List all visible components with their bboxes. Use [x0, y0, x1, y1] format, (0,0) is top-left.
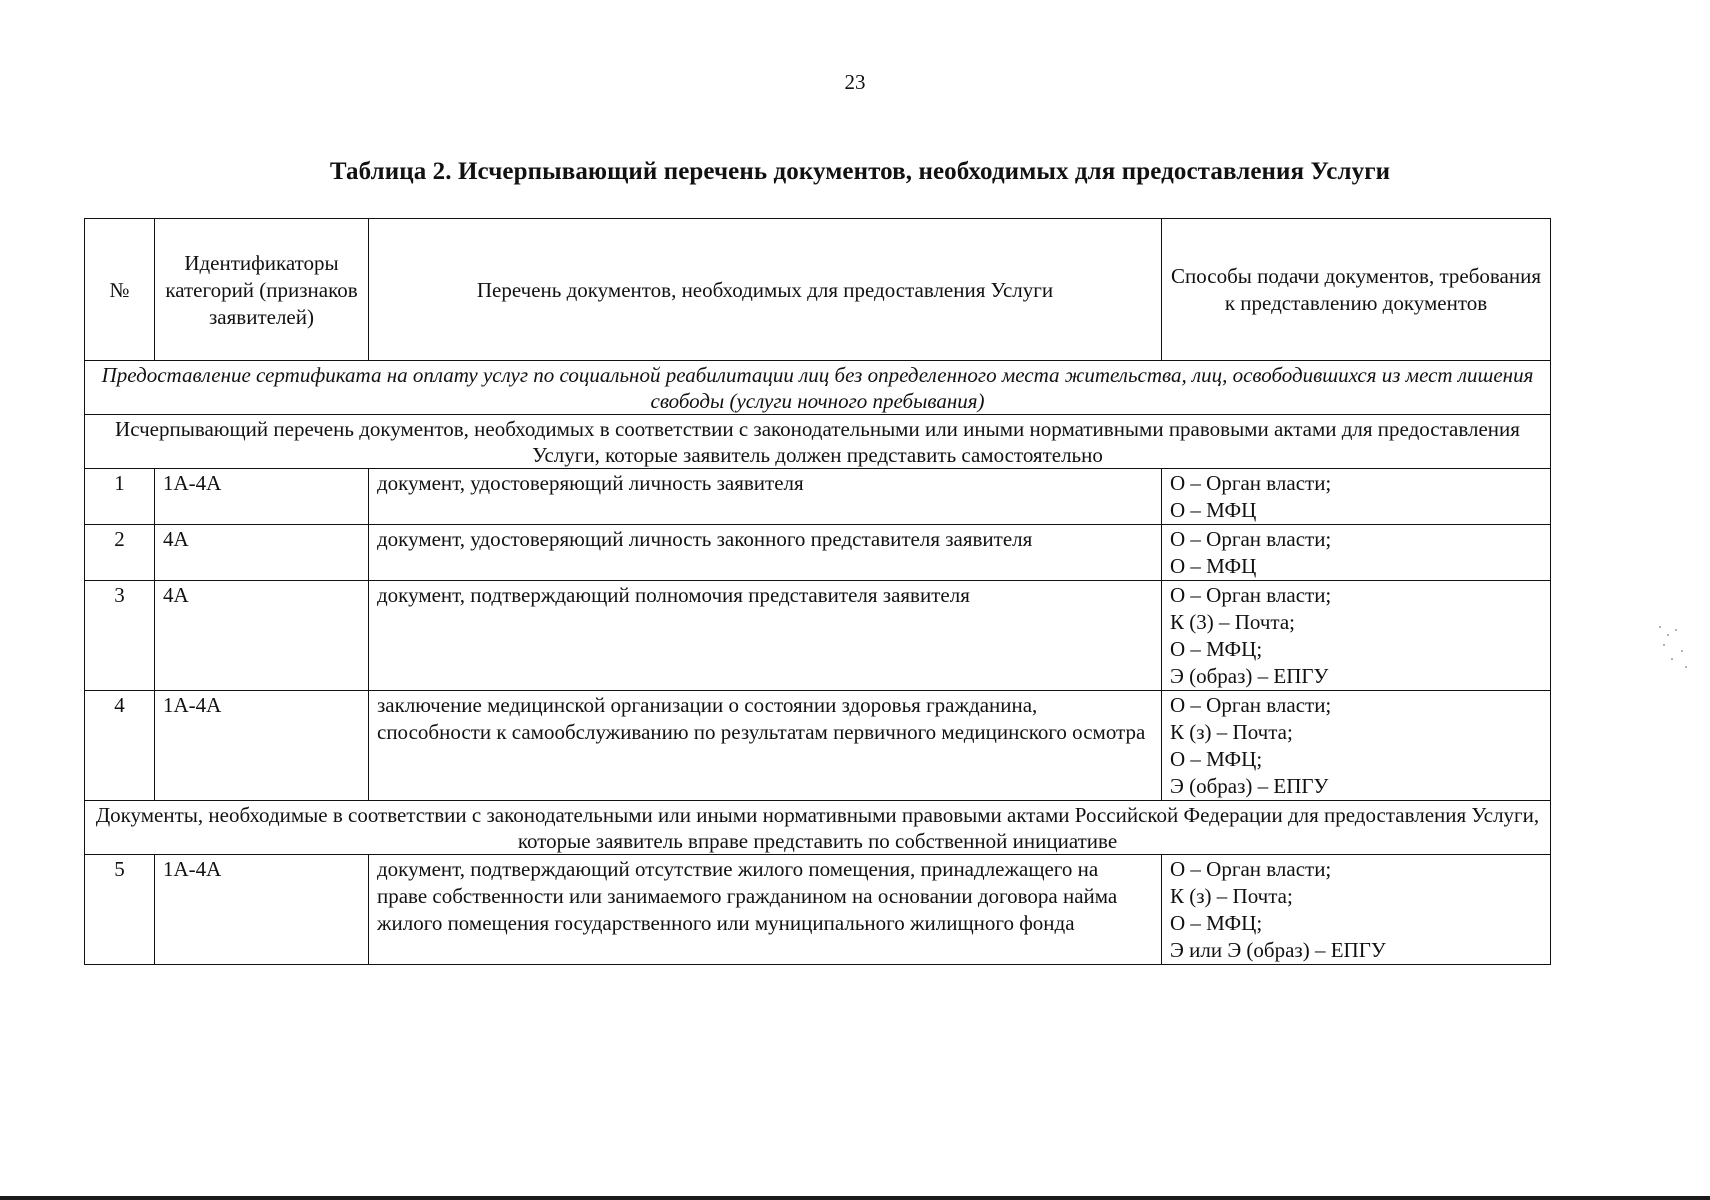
row-number: 5 — [85, 855, 155, 965]
row-methods — [1162, 581, 1551, 691]
row-document: документ, удостоверяющий личность заявителя — [369, 469, 1162, 525]
row-number: 3 — [85, 581, 155, 691]
row-number: 2 — [85, 525, 155, 581]
section-heading-required: Исчерпывающий перечень документов, необходимых в соответствии с законодательными или иными нормативными правовыми актами для предоставления Услуги, которые заявитель должен представить самостоятельно — [85, 415, 1551, 469]
method-line: Э или Э (образ) – ЕПГУ — [1170, 938, 1386, 962]
row-category-ids: 1А-4А — [155, 469, 369, 525]
table-row — [85, 855, 1551, 965]
method-line: О – МФЦ; — [1170, 747, 1263, 771]
row-document: документ, подтверждающий полномочия представителя заявителя — [369, 581, 1162, 691]
table-header-row — [85, 219, 1551, 361]
table-row — [85, 525, 1551, 581]
row-methods — [1162, 525, 1551, 581]
method-line: К (з) – Почта; — [1170, 884, 1293, 908]
method-line: К (3) – Почта; — [1170, 610, 1296, 634]
table-row — [85, 581, 1551, 691]
row-category-ids: 1А-4А — [155, 855, 369, 965]
row-document: документ, подтверждающий отсутствие жилого помещения, принадлежащего на праве собственности или занимаемого гражданином на основании договора найма жилого помещения государственного или муниципального жилищного фонда — [369, 855, 1162, 965]
page-number: 23 — [844, 70, 866, 94]
method-line: О – Орган власти; — [1170, 857, 1332, 881]
section-heading-row — [85, 801, 1551, 855]
row-category-ids: 4А — [155, 581, 369, 691]
row-methods — [1162, 855, 1551, 965]
method-line: О – МФЦ — [1170, 554, 1257, 578]
method-line: О – МФЦ; — [1170, 637, 1263, 661]
row-number: 1 — [85, 469, 155, 525]
method-line: О – Орган власти; — [1170, 527, 1332, 551]
service-heading-row — [85, 361, 1551, 415]
row-methods — [1162, 469, 1551, 525]
header-number: № — [85, 219, 155, 361]
method-line: О – МФЦ; — [1170, 911, 1263, 935]
method-line: Э (образ) – ЕПГУ — [1170, 664, 1329, 688]
scan-noise — [1655, 620, 1695, 680]
row-document: заключение медицинской организации о состоянии здоровья гражданина, способности к самообслуживанию по результатам первичного медицинского осмотра — [369, 691, 1162, 801]
header-category-ids: Идентификаторы категорий (признаков заявителей) — [155, 219, 369, 361]
row-category-ids: 1А-4А — [155, 691, 369, 801]
row-document: документ, удостоверяющий личность законного представителя заявителя — [369, 525, 1162, 581]
method-line: К (з) – Почта; — [1170, 720, 1293, 744]
table-row — [85, 691, 1551, 801]
row-category-ids: 4А — [155, 525, 369, 581]
method-line: О – МФЦ — [1170, 498, 1257, 522]
scan-bottom-edge — [0, 1196, 1710, 1200]
row-number: 4 — [85, 691, 155, 801]
document-title: Таблица 2. Исчерпывающий перечень документов, необходимых для предоставления Услуги — [329, 158, 1391, 185]
header-documents: Перечень документов, необходимых для предоставления Услуги — [369, 219, 1162, 361]
row-methods — [1162, 691, 1551, 801]
method-line: Э (образ) – ЕПГУ — [1170, 774, 1329, 798]
method-line: О – Орган власти; — [1170, 471, 1332, 495]
header-submission-methods: Способы подачи документов, требования к представлению документов — [1162, 219, 1551, 361]
section-heading-row — [85, 415, 1551, 469]
method-line: О – Орган власти; — [1170, 583, 1332, 607]
section-heading-optional: Документы, необходимые в соответствии с законодательными или иными нормативными правовыми актами Российской Федерации для предоставления Услуги, которые заявитель вправе представить по собственной инициативе — [85, 801, 1551, 855]
service-heading: Предоставление сертификата на оплату услуг по социальной реабилитации лиц без определенного места жительства, лиц, освободившихся из мест лишения свободы (услуги ночного пребывания) — [85, 361, 1551, 415]
table-row — [85, 469, 1551, 525]
method-line: О – Орган власти; — [1170, 693, 1332, 717]
documents-table — [84, 218, 1551, 965]
